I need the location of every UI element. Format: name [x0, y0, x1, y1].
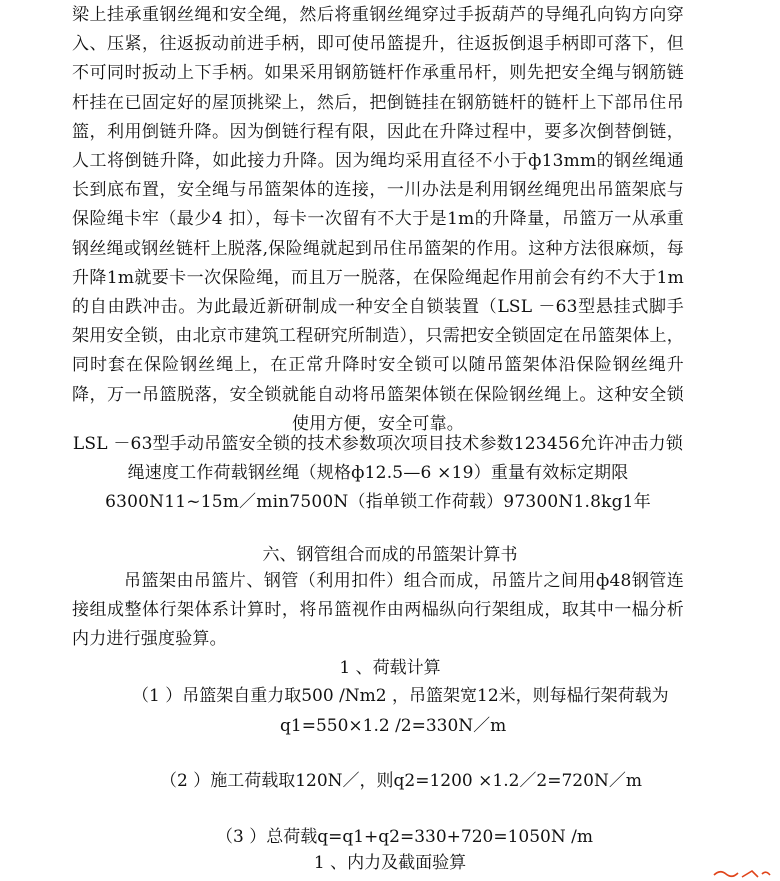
red-scribble-icon — [712, 865, 772, 881]
load-formula-1: q1=550×1.2 /2=330N／m — [280, 716, 507, 736]
paragraph-hanging-basket-operation: 梁上挂承重钢丝绳和安全绳，然后将重钢丝绳穿过手扳葫芦的导绳孔向钩方向穿入、压紧，往返扳动前进手柄，即可使吊篮提升，往返扳倒退手柄即可落下，但不可同时扳动上下手柄。如果采用钢筋链杆作承重吊杆，则先把安全绳与钢筋链杆挂在已固定好的屋顶挑梁上，然后，把倒链挂在钢筋链杆的链杆上下部吊住吊篮，利用倒链升降。因为倒链行程有限，因此在升降过程中，要多次倒替倒链，人工将倒链升降，如此接力升降。因为绳均采用直径不小于ф13mm的钢丝绳通长到底布置，安全绳与吊篮架体的连接，一川办法是利用钢丝绳兜出吊篮架底与保险绳卡牢（最少4 扣），每卡一次留有不大于是1m的升降量，吊篮万一从承重钢丝绳或钢丝链杆上脱落,保险绳就起到吊住吊篮架的作用。这种方法很麻烦，每升降1m就要卡一次保险绳，而且万一脱落，在保险绳起作用前会有约不大于1m的自由跌冲击。为此最近新研制成一种安全自锁装置（LSL －63型悬挂式脚手架用安全锁，由北京市建筑工程研究所制造），只需把安全锁固定在吊篮架体上，同时套在保险钢丝绳上，在正常升降时安全锁可以随吊篮架体沿保险钢丝绳升降，万一吊篮脱落，安全锁就能自动将吊篮架体锁在保险钢丝绳上。这种安全锁使用方便，安全可靠。 — [72, 5, 684, 434]
load-item-2: （2 ）施工荷载取120N／，则q2=1200 ×1.2／2=720N／m — [160, 771, 642, 791]
section-intro-paragraph: 吊篮架由吊篮片、钢管（利用扣件）组合而成，吊篮片之间用ф48钢管连接组成整体行架体系计算时，将吊篮视作由两榀纵向行架组成，取其中一榀分析内力进行强度验算。 — [72, 571, 684, 650]
load-item-3: （3 ）总荷载q=q1+q2=330+720=1050N /m — [216, 827, 594, 847]
sub-heading-internal-force: 1 、内力及截面验算 — [313, 853, 467, 873]
load-item-1: （1 ）吊篮架自重力取500 /Nm2 ，吊篮架宽12米，则每榀行架荷载为 — [132, 686, 669, 706]
paragraph-safety-lock-parameters: LSL －63型手动吊篮安全锁的技术参数项次项目技术参数123456允许冲击力锁绳速度工作荷载钢丝绳（规格ф12.5—6 ×19）重量有效标定期限6300N11~15m／min7500N（指单锁工作荷载）97300N1.8kg1年 — [72, 434, 684, 513]
sub-heading-load-calculation: 1 、荷载计算 — [339, 658, 441, 678]
section-heading: 六、钢管组合而成的吊篮架计算书 — [262, 545, 518, 565]
